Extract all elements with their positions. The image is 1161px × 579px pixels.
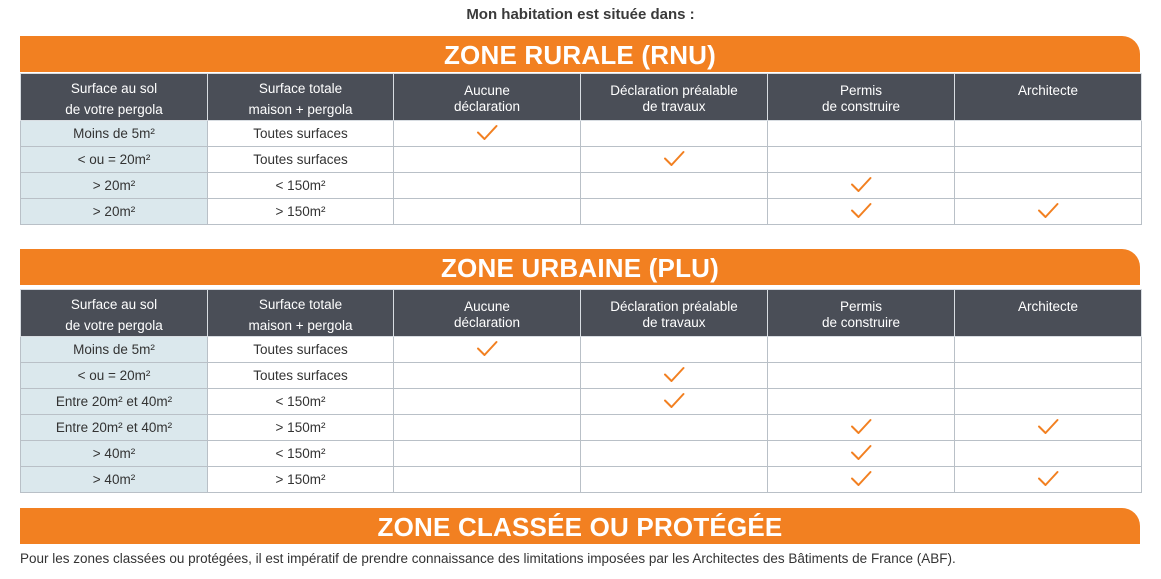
cell-surface-totale: Toutes surfaces [208, 147, 394, 173]
checkmark-icon [850, 199, 872, 221]
cell-surface-totale: Toutes surfaces [208, 337, 394, 363]
zone-rurale-table [20, 73, 1142, 225]
cell-surface-sol: Entre 20m² et 40m² [21, 415, 208, 441]
cell-declaration-prealable [581, 441, 768, 467]
checkmark-icon [850, 173, 872, 195]
cell-surface-sol: > 40m² [21, 441, 208, 467]
cell-architecte [955, 467, 1142, 493]
cell-architecte [955, 121, 1142, 147]
cell-permis-construire [768, 441, 955, 467]
table-row [21, 147, 1142, 173]
cell-surface-sol: Moins de 5m² [21, 121, 208, 147]
header-declaration-prealable: Déclaration préalable de travaux [581, 74, 768, 121]
table-row [21, 199, 1142, 225]
cell-surface-totale: Toutes surfaces [208, 121, 394, 147]
table-row [21, 363, 1142, 389]
table-row [21, 337, 1142, 363]
cell-surface-totale: < 150m² [208, 389, 394, 415]
checkmark-icon [663, 363, 685, 385]
cell-surface-sol: > 40m² [21, 467, 208, 493]
header-surface-totale: Surface totale maison + pergola [208, 74, 394, 121]
checkmark-icon [663, 389, 685, 411]
cell-architecte [955, 441, 1142, 467]
zone-urbaine-banner: ZONE URBAINE (PLU) [20, 249, 1140, 285]
cell-surface-sol: < ou = 20m² [21, 363, 208, 389]
cell-surface-sol: > 20m² [21, 173, 208, 199]
cell-surface-totale: > 150m² [208, 199, 394, 225]
cell-surface-sol: Moins de 5m² [21, 337, 208, 363]
cell-aucune-declaration [394, 337, 581, 363]
checkmark-icon [476, 337, 498, 359]
cell-declaration-prealable [581, 415, 768, 441]
cell-architecte [955, 337, 1142, 363]
table-row [21, 173, 1142, 199]
header-aucune-declaration: Aucune déclaration [394, 74, 581, 121]
cell-architecte [955, 363, 1142, 389]
cell-aucune-declaration [394, 467, 581, 493]
cell-aucune-declaration [394, 363, 581, 389]
page-title: Mon habitation est située dans : [466, 6, 695, 23]
cell-permis-construire [768, 173, 955, 199]
cell-declaration-prealable [581, 389, 768, 415]
cell-surface-sol: Entre 20m² et 40m² [21, 389, 208, 415]
checkmark-icon [1037, 415, 1059, 437]
cell-declaration-prealable [581, 467, 768, 493]
cell-surface-sol: < ou = 20m² [21, 147, 208, 173]
cell-aucune-declaration [394, 173, 581, 199]
table-row [21, 467, 1142, 493]
table-row [21, 121, 1142, 147]
header-architecte: Architecte [955, 74, 1142, 121]
header-surface-totale: Surface totale maison + pergola [208, 290, 394, 337]
checkmark-icon [1037, 199, 1059, 221]
checkmark-icon [663, 147, 685, 169]
cell-architecte [955, 199, 1142, 225]
checkmark-icon [1037, 467, 1059, 489]
cell-declaration-prealable [581, 147, 768, 173]
cell-surface-totale: < 150m² [208, 441, 394, 467]
cell-aucune-declaration [394, 389, 581, 415]
cell-surface-totale: > 150m² [208, 415, 394, 441]
header-surface-sol: Surface au sol de votre pergola [21, 74, 208, 121]
table-row [21, 389, 1142, 415]
cell-architecte [955, 147, 1142, 173]
cell-surface-sol: > 20m² [21, 199, 208, 225]
cell-permis-construire [768, 467, 955, 493]
zone-classee-banner: ZONE CLASSÉE OU PROTÉGÉE [20, 508, 1140, 544]
header-surface-sol: Surface au sol de votre pergola [21, 290, 208, 337]
checkmark-icon [476, 121, 498, 143]
cell-permis-construire [768, 199, 955, 225]
cell-declaration-prealable [581, 199, 768, 225]
cell-permis-construire [768, 121, 955, 147]
header-permis-construire: Permis de construire [768, 74, 955, 121]
zone-classee-note: Pour les zones classées ou protégées, il est impératif de prendre connaissance des limitations imposées par les Architectes des Bâtiments de France (ABF). [20, 551, 956, 566]
header-architecte: Architecte [955, 290, 1142, 337]
cell-aucune-declaration [394, 441, 581, 467]
cell-declaration-prealable [581, 173, 768, 199]
cell-architecte [955, 415, 1142, 441]
cell-permis-construire [768, 389, 955, 415]
cell-permis-construire [768, 337, 955, 363]
checkmark-icon [850, 441, 872, 463]
cell-surface-totale: > 150m² [208, 467, 394, 493]
cell-aucune-declaration [394, 147, 581, 173]
cell-permis-construire [768, 363, 955, 389]
cell-permis-construire [768, 415, 955, 441]
checkmark-icon [850, 467, 872, 489]
cell-declaration-prealable [581, 121, 768, 147]
cell-architecte [955, 173, 1142, 199]
cell-aucune-declaration [394, 121, 581, 147]
header-permis-construire: Permis de construire [768, 290, 955, 337]
cell-architecte [955, 389, 1142, 415]
cell-surface-totale: < 150m² [208, 173, 394, 199]
cell-aucune-declaration [394, 415, 581, 441]
header-aucune-declaration: Aucune déclaration [394, 290, 581, 337]
cell-permis-construire [768, 147, 955, 173]
cell-surface-totale: Toutes surfaces [208, 363, 394, 389]
zone-urbaine-table [20, 289, 1142, 493]
header-declaration-prealable: Déclaration préalable de travaux [581, 290, 768, 337]
zone-rurale-banner: ZONE RURALE (RNU) [20, 36, 1140, 72]
table-row [21, 441, 1142, 467]
cell-declaration-prealable [581, 337, 768, 363]
checkmark-icon [850, 415, 872, 437]
cell-aucune-declaration [394, 199, 581, 225]
cell-declaration-prealable [581, 363, 768, 389]
table-row [21, 415, 1142, 441]
